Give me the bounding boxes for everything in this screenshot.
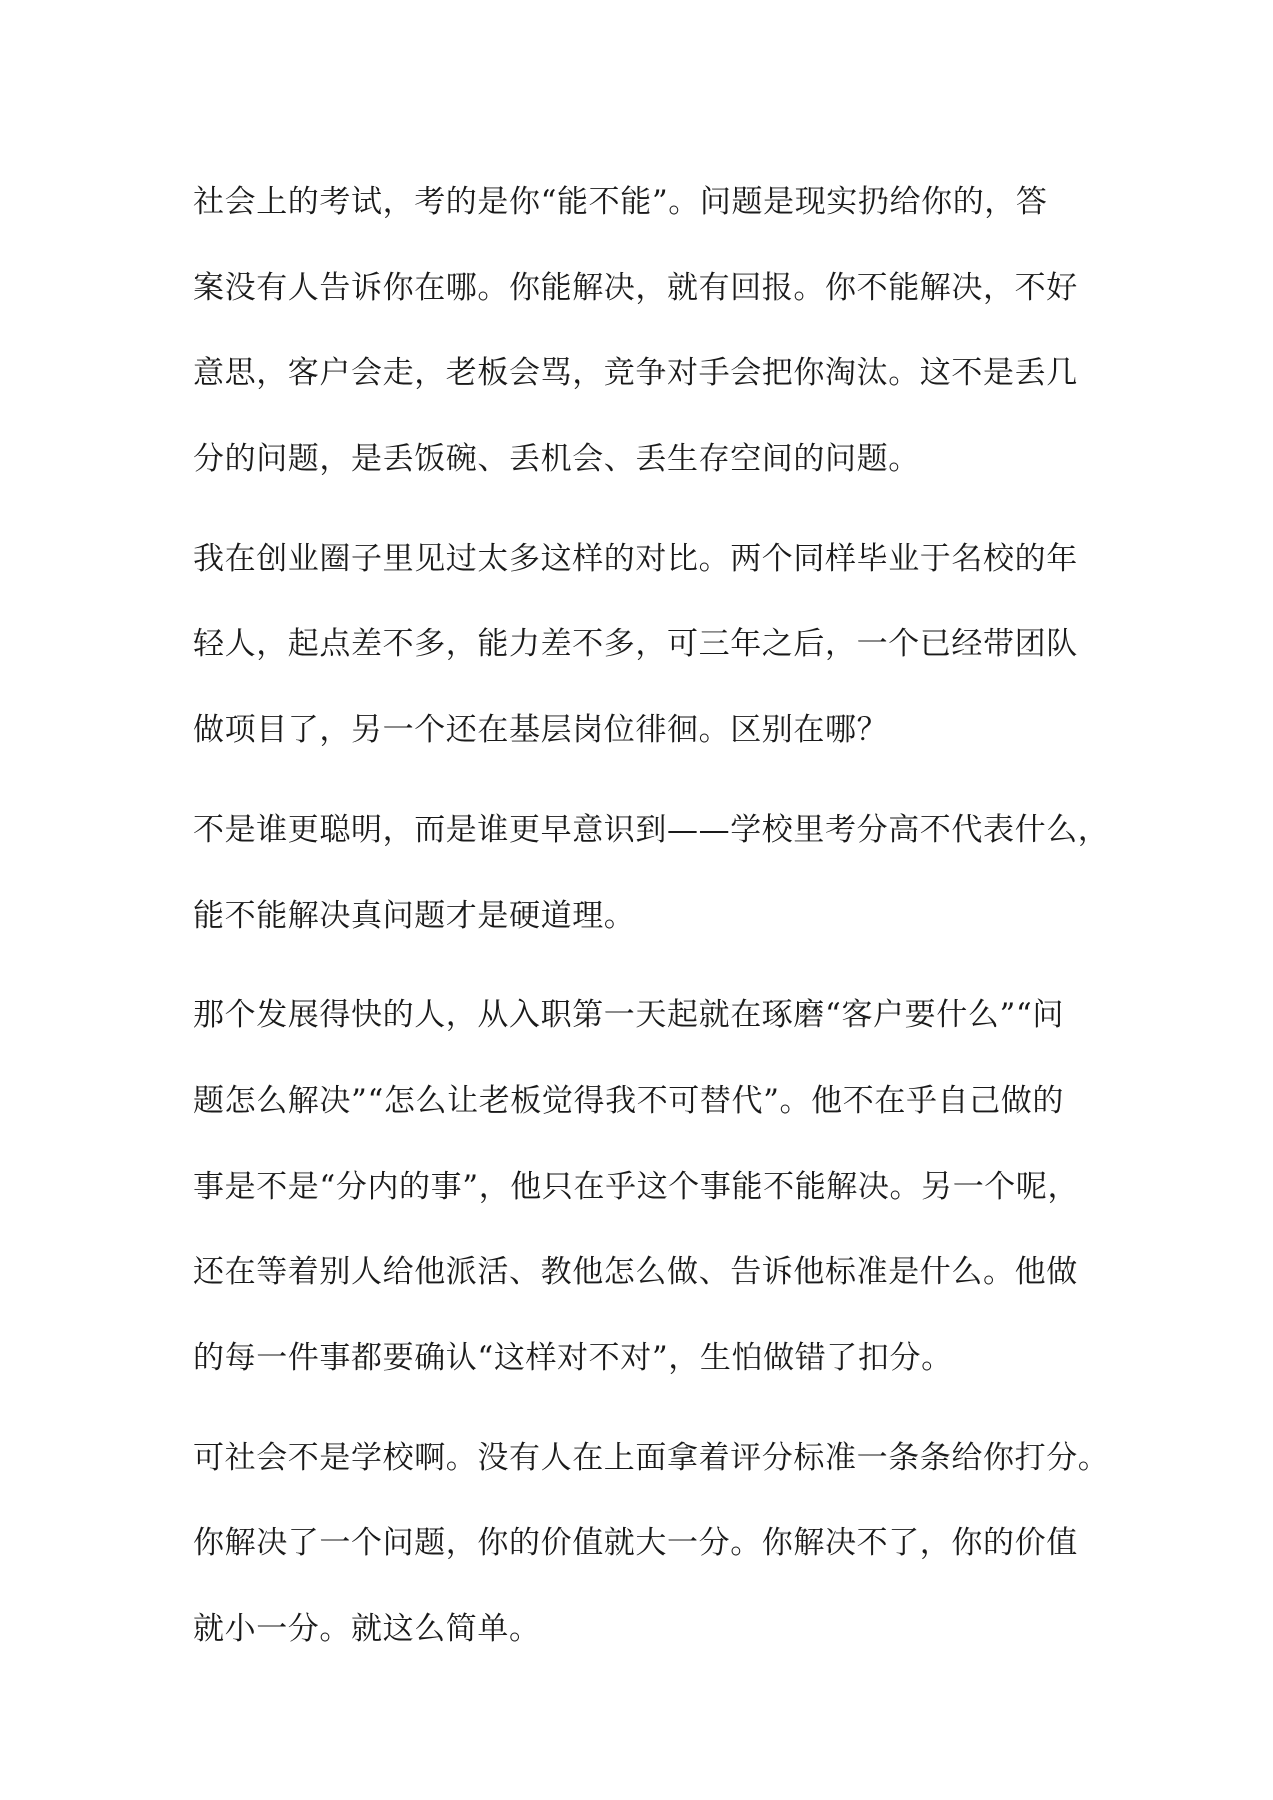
paragraph-line: 不是谁更聪明，而是谁更早意识到——学校里考分高不代表什么， xyxy=(193,811,1110,848)
paragraph-line: 能不能解决真问题才是硬道理。 xyxy=(193,897,636,934)
paragraph-line: 你解决了一个问题，你的价值就大一分。你解决不了，你的价值 xyxy=(193,1525,1078,1562)
document-body xyxy=(193,160,1110,1687)
paragraph-line: 就小一分。就这么简单。 xyxy=(193,1611,541,1647)
paragraph-line: 可社会不是学校啊。没有人在上面拿着评分标准一条条给你打分。 xyxy=(193,1439,1110,1476)
paragraph-line: 意思，客户会走，老板会骂，竞争对手会把你淘汰。这不是丢几 xyxy=(193,355,1078,392)
paragraph-line: 还在等着别人给他派活、教他怎么做、告诉他标准是什么。他做 xyxy=(193,1254,1078,1291)
paragraph-4 xyxy=(193,973,1093,1401)
paragraph-line: 做项目了，另一个还在基层岗位徘徊。区别在哪？ xyxy=(193,712,889,749)
paragraph-line: 社会上的考试，考的是你“能不能”。问题是现实扔给你的，答 xyxy=(193,184,1048,220)
paragraph-line: 轻人，起点差不多，能力差不多，可三年之后，一个已经带团队 xyxy=(193,626,1078,663)
paragraph-line: 事是不是“分内的事”，他只在乎这个事能不能解决。另一个呢， xyxy=(193,1168,1080,1205)
paragraph-line: 那个发展得快的人，从入职第一天起就在琢磨“客户要什么”“问 xyxy=(193,997,1064,1034)
paragraph-line: 案没有人告诉你在哪。你能解决，就有回报。你不能解决，不好 xyxy=(193,269,1078,306)
paragraph-5 xyxy=(193,1416,1110,1673)
paragraph-line: 的每一件事都要确认“这样对不对”，生怕做错了扣分。 xyxy=(193,1339,953,1376)
paragraph-line: 分的问题，是丢饭碗、丢机会、丢生存空间的问题。 xyxy=(193,441,920,478)
paragraph-1 xyxy=(193,160,1093,503)
paragraph-line: 我在创业圈子里见过太多这样的对比。两个同样毕业于名校的年 xyxy=(193,540,1078,577)
paragraph-2 xyxy=(193,517,1093,774)
paragraph-line: 题怎么解决”“怎么让老板觉得我不可替代”。他不在乎自己做的 xyxy=(193,1082,1064,1119)
paragraph-3 xyxy=(193,788,1110,959)
